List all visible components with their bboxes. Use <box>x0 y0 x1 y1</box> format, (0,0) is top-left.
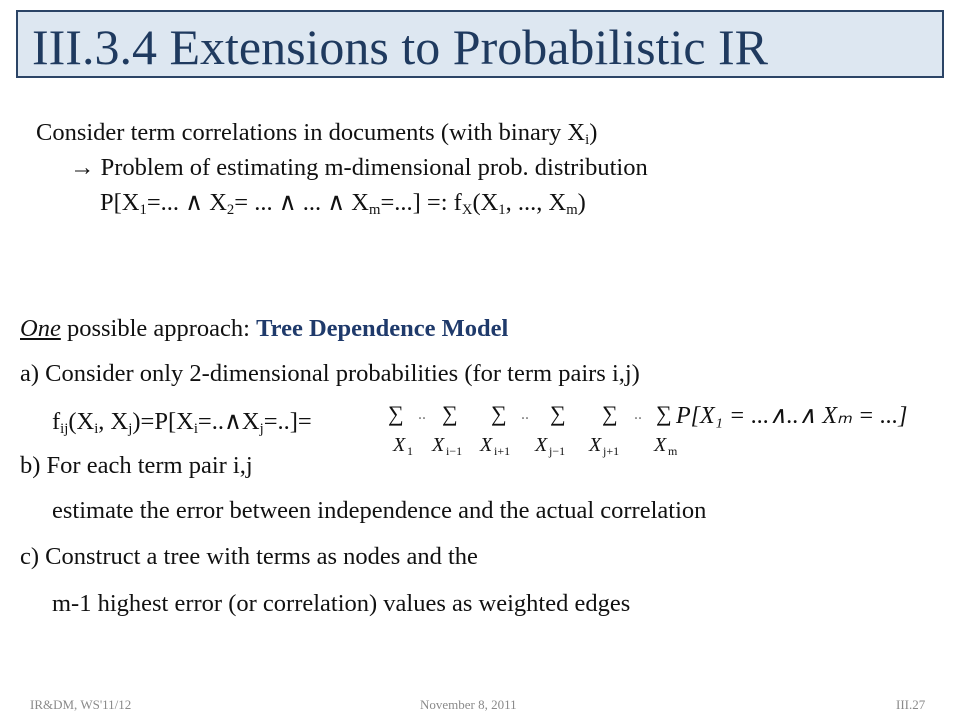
sum-group-2 <box>431 401 462 458</box>
sum-var-6: X <box>654 434 667 456</box>
sigma-5: ∑ <box>602 401 618 426</box>
formula-svg <box>384 395 954 463</box>
sigma-4: ∑ <box>550 401 566 426</box>
approach-one: One <box>20 315 61 342</box>
sum-group-1 <box>388 401 413 458</box>
distribution-text: ) <box>577 189 586 216</box>
intro-line-2-text: Problem of estimating m-dimensional prob. distribution <box>100 154 648 181</box>
summation-formula <box>384 395 954 463</box>
sigma-6: ∑ <box>656 401 672 426</box>
sum-group-5 <box>588 401 619 458</box>
sum-idx-3: i+1 <box>494 444 511 458</box>
distribution-text: , ..., X <box>505 189 567 216</box>
sum-idx-5: j+1 <box>603 444 620 458</box>
distribution-sub: m <box>566 202 578 219</box>
sum-idx-1: 1 <box>407 444 413 458</box>
sum-var-3: X <box>480 434 493 456</box>
dots-1: .. <box>418 406 426 423</box>
sum-idx-2: i−1 <box>446 444 463 458</box>
fij-sub: j <box>259 421 264 438</box>
fij-text: )=P[X <box>132 408 194 435</box>
intro-line-3 <box>100 187 586 217</box>
fij-text: (X <box>68 408 95 435</box>
distribution-sub: X <box>461 202 473 219</box>
title-box <box>16 10 944 78</box>
fij-text: =..]= <box>263 408 312 435</box>
fij-sub: j <box>128 421 133 438</box>
fij-sub: i <box>94 421 99 438</box>
sum-group-6 <box>653 401 678 458</box>
distribution-sub: 1 <box>139 202 147 219</box>
approach-model: Tree Dependence Model <box>256 315 509 342</box>
step-c: c) Construct a tree with terms as nodes and the <box>20 543 478 570</box>
step-c-detail: m-1 highest error (or correlation) values as weighted edges <box>52 590 631 617</box>
footer-course: IR&DM, WS'11/12 <box>30 697 132 712</box>
sum-var-2: X <box>432 434 445 456</box>
distribution-sub: 1 <box>498 202 506 219</box>
step-b: b) For each term pair i,j <box>20 452 253 479</box>
distribution-text: =... ∧ X <box>146 189 227 216</box>
sum-var-5: X <box>589 434 602 456</box>
formula-tail: P[X₁ = ...∧..∧ Xₘ = ...] <box>676 403 908 429</box>
sum-idx-4: j−1 <box>549 444 566 458</box>
distribution-text: =...] =: f <box>380 189 462 216</box>
distribution-text: (X <box>472 189 499 216</box>
sigma-3: ∑ <box>491 401 507 426</box>
intro-line-1-text: Consider term correlations in documents (with binary X <box>36 119 586 146</box>
approach-line <box>20 315 508 343</box>
footer-page-number: III.27 <box>896 697 926 712</box>
sum-idx-6: m <box>668 444 678 458</box>
sum-group-4 <box>534 401 566 458</box>
sum-var-4: X <box>535 434 548 456</box>
dots-3: .. <box>634 406 642 423</box>
step-b-detail: estimate the error between independence and the actual correlation <box>52 497 707 524</box>
intro-line-1 <box>36 119 597 147</box>
distribution-text: P[X <box>100 189 140 216</box>
sigma-2: ∑ <box>442 401 458 426</box>
intro-line-1-suffix: ) <box>589 119 598 146</box>
fij-line <box>52 406 312 436</box>
approach-middle: possible approach: <box>60 315 257 342</box>
fij-text: , X <box>98 408 129 435</box>
intro-line-1-sub: i <box>585 132 590 149</box>
fij-text: f <box>52 408 61 435</box>
footer-date: November 8, 2011 <box>420 697 517 712</box>
sum-group-3 <box>479 401 510 458</box>
distribution-text: = ... ∧ ... ∧ X <box>234 189 369 216</box>
distribution-sub: m <box>369 202 381 219</box>
fij-sub: i <box>193 421 198 438</box>
intro-line-2 <box>70 154 648 182</box>
fij-sub: ij <box>60 421 69 438</box>
sigma-1: ∑ <box>388 401 404 426</box>
sum-var-1: X <box>393 434 406 456</box>
fij-text: =..∧X <box>197 408 260 435</box>
arrow-icon: → <box>70 154 95 181</box>
step-a: a) Consider only 2-dimensional probabilities (for term pairs i,j) <box>20 360 640 387</box>
slide-title: III.3.4 Extensions to Probabilistic IR <box>32 19 769 75</box>
distribution-sub: 2 <box>226 202 235 219</box>
dots-2: .. <box>521 406 529 423</box>
